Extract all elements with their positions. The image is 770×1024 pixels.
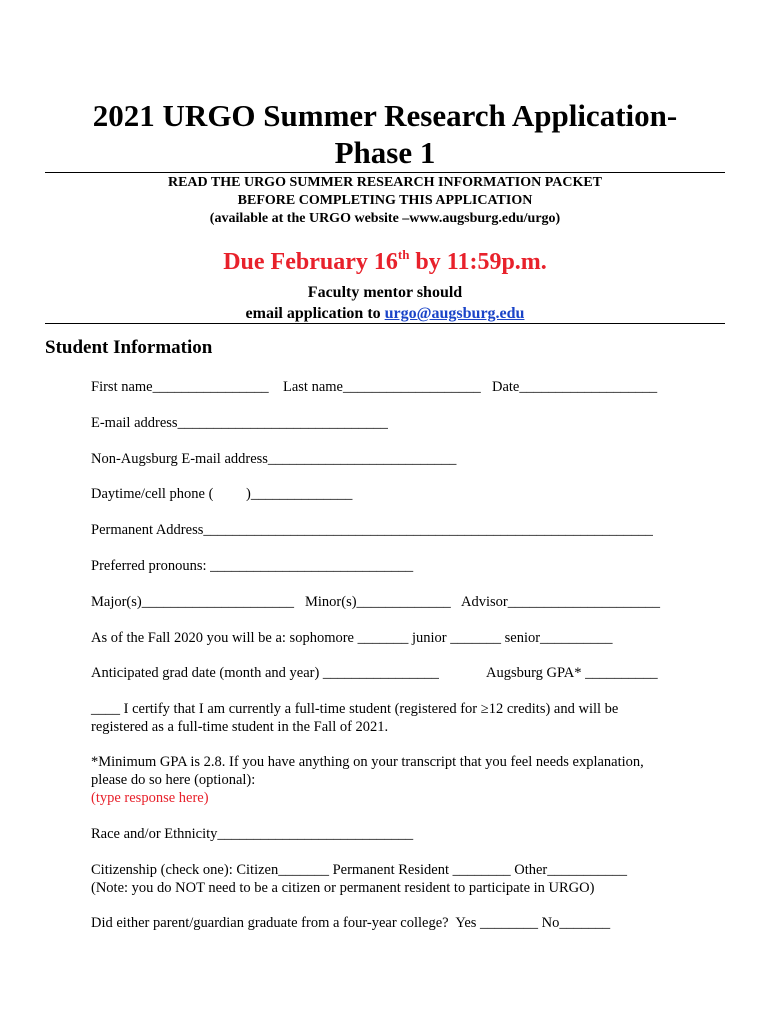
due-date-suffix: by 11:59p.m. — [409, 249, 547, 275]
gpa-note-line-1: *Minimum GPA is 2.8. If you have anything on your transcript that you feel needs explanation, — [91, 754, 644, 770]
section-title-student-info: Student Information — [45, 337, 213, 358]
pronouns-field[interactable]: Preferred pronouns: ____________________________ — [91, 558, 414, 574]
citizenship-field[interactable]: Citizenship (check one): Citizen_______ Permanent Resident ________ Other___________ — [91, 862, 627, 878]
permanent-address-field[interactable]: Permanent Address______________________________________________________________ — [91, 522, 653, 538]
parent-college-field[interactable]: Did either parent/guardian graduate from a four-year college? Yes ________ No_______ — [91, 915, 611, 931]
certify-field[interactable]: ____ I certify that I am currently a full-time student (registered for ≥12 credits) and will be — [91, 701, 619, 717]
gpa-field[interactable]: Augsburg GPA* __________ — [486, 665, 658, 681]
phone-field[interactable]: Daytime/cell phone ( )______________ — [91, 486, 353, 502]
gpa-note-line-2: please do so here (optional): — [91, 772, 256, 788]
certify-text-line-2: registered as a full-time student in the Fall of 2021. — [91, 719, 389, 735]
due-date — [40, 240, 730, 277]
race-ethnicity-field[interactable]: Race and/or Ethnicity___________________________ — [91, 826, 414, 842]
instruction-line-1: READ THE URGO SUMMER RESEARCH INFORMATION PACKET — [167, 175, 603, 190]
class-year-field[interactable]: As of the Fall 2020 you will be a: sophomore _______ junior _______ senior__________ — [91, 630, 613, 646]
due-date-ordinal: th — [397, 247, 410, 262]
major-field[interactable]: Major(s)_____________________ — [91, 594, 294, 610]
instruction-line-2: BEFORE COMPLETING THIS APPLICATION — [237, 193, 533, 208]
email-link[interactable]: urgo@augsburg.edu — [384, 305, 525, 322]
first-name-field[interactable]: First name________________ — [91, 379, 269, 395]
grad-date-field[interactable]: Anticipated grad date (month and year) ________________ — [91, 665, 439, 681]
due-date-prefix: Due February 16 — [223, 249, 398, 275]
advisor-field[interactable]: Advisor_____________________ — [461, 594, 660, 610]
mentor-instructions — [40, 282, 730, 324]
header-bottom-rule — [45, 323, 725, 324]
mentor-line-2-prefix: email application to — [245, 305, 385, 322]
title-line-1: 2021 URGO Summer Research Application- — [92, 98, 678, 133]
citizenship-note: (Note: you do NOT need to be a citizen or permanent resident to participate in URGO) — [91, 880, 595, 896]
instruction-line-3: (available at the URGO website –www.augsburg.edu/urgo) — [209, 211, 561, 226]
page-title — [40, 97, 730, 171]
minor-field[interactable]: Minor(s)_____________ — [305, 594, 451, 610]
last-name-field[interactable]: Last name___________________ — [283, 379, 481, 395]
title-line-2: Phase 1 — [334, 135, 436, 170]
mentor-line-1: Faculty mentor should — [307, 284, 463, 301]
gpa-explanation-response[interactable]: (type response here) — [91, 790, 209, 806]
email-field[interactable]: E-mail address_____________________________ — [91, 415, 388, 431]
header-top-rule — [45, 172, 725, 173]
non-augsburg-email-field[interactable]: Non-Augsburg E-mail address__________________________ — [91, 451, 457, 467]
date-field[interactable]: Date___________________ — [492, 379, 658, 395]
